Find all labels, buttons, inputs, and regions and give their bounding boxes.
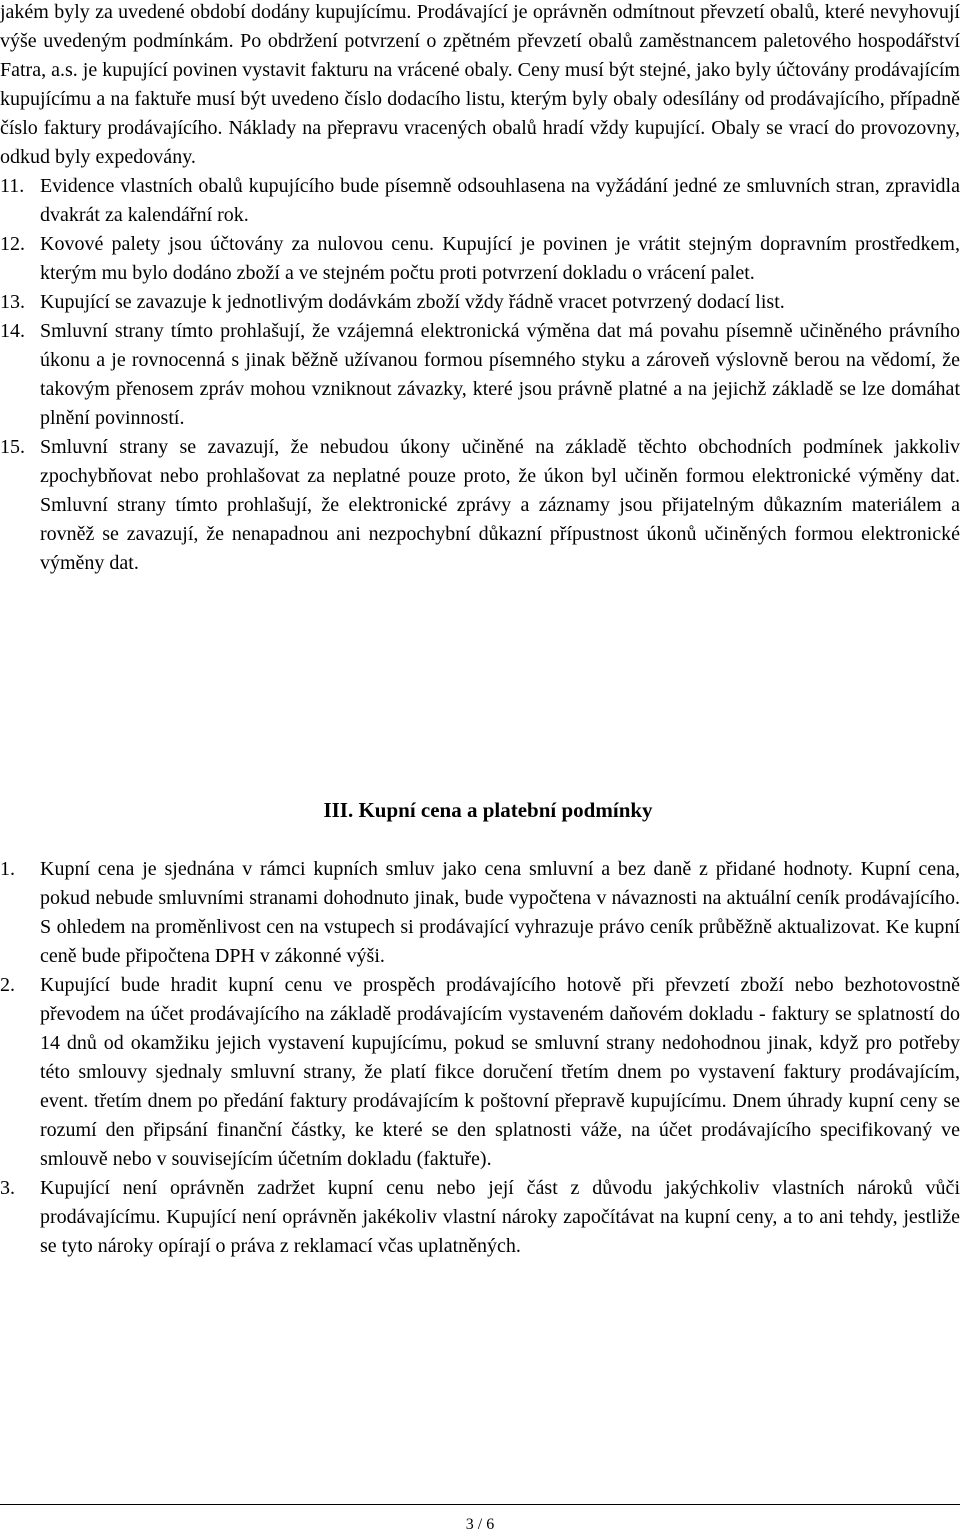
- clause-number: 2.: [0, 974, 15, 996]
- clause-12: [0, 230, 960, 288]
- upper-text-block: [0, 0, 960, 578]
- price-clause-3: [0, 1174, 960, 1261]
- clause-text: Smluvní strany tímto prohlašují, že vzájemná elektronická výměna dat má povahu písemně učiněného právního úkonu a je rovnocenná s jinak běžně užívanou formou písemného styku a zároveň výslovně berou na vědomí, že takovým přenosem zpráv mohou vzniknout závazky, které jsou právně platné a na jejichž základě se lze domáhat plnění povinností.: [40, 320, 960, 429]
- clause-text: Kupující bude hradit kupní cenu ve prospěch prodávajícího hotově při převzetí zboží nebo bezhotovostně převodem na účet prodávajícího na základě prodávajícím vystaveném daňovém dokladu - faktury se splatností do 14 dnů od okamžiku jejich vystavení kupujícímu, pokud se smluvní strany nedohodnou jinak, když pro potřeby této smlouvy sjednaly smluvní strany, že platí fikce doručení třetím dnem po vystavení faktury prodávajícím, event. třetím dnem po předání faktury prodávajícím k poštovní přepravě kupujícímu. Dnem úhrady kupní ceny se rozumí den připsání finanční částky, ke které se den splatnosti váže, na účet prodávajícího specifikovaný ve smlouvě nebo v souvisejícím účetním dokladu (faktuře).: [40, 974, 960, 1170]
- clause-15: [0, 433, 960, 578]
- clause-text: Evidence vlastních obalů kupujícího bude písemně odsouhlasena na vyžádání jedné ze smluvních stran, zpravidla dvakrát za kalendářní rok.: [40, 175, 960, 226]
- continuation-paragraph: jakém byly za uvedené období dodány kupujícímu. Prodávající je oprávněn odmítnout převzetí obalů, které nevyhovují výše uvedeným podmínkám. Po obdržení potvrzení o zpětném převzetí obalů zaměstnancem paletového hospodářství Fatra, a.s. je kupující povinen vystavit fakturu na vrácené obaly. Ceny musí být stejné, jako byly účtovány prodávajícím kupujícímu a na faktuře musí být uvedeno číslo dodacího listu, kterým byly obaly odesílány od prodávajícího, případně číslo faktury prodávajícího. Náklady na přepravu vracených obalů hradí vždy kupující. Obaly se vrací do provozovny, odkud byly expedovány.: [0, 1, 960, 168]
- clause-number: 14.: [0, 320, 25, 342]
- clause-11: [0, 172, 960, 230]
- clause-text: Kupní cena je sjednána v rámci kupních smluv jako cena smluvní a bez daně z přidané hodnoty. Kupní cena, pokud nebude smluvními stranami dohodnuto jinak, bude vypočtena v návaznosti na aktuální ceník prodávajícího. S ohledem na proměnlivost cen na vstupech si prodávající vyhrazuje právo ceník průběžně aktualizovat. Ke kupní ceně bude připočtena DPH v zákonné výši.: [40, 858, 960, 967]
- clause-text: Kupující se zavazuje k jednotlivým dodávkám zboží vždy řádně vracet potvrzený dodací list.: [40, 291, 785, 313]
- clause-number: 1.: [0, 858, 15, 880]
- price-clause-2: [0, 971, 960, 1174]
- clause-number: 11.: [0, 175, 25, 197]
- clause-number: 12.: [0, 233, 25, 255]
- lower-text-block: [0, 855, 960, 1261]
- clause-text: Smluvní strany se zavazují, že nebudou úkony učiněné na základě těchto obchodních podmínek jakkoliv zpochybňovat nebo prohlašovat za neplatné pouze proto, že úkon byl učiněn formou elektronické výměny dat. Smluvní strany tímto prohlašují, že elektronické zprávy a záznamy jsou přijatelným důkazním materiálem a rovněž se zavazují, že nenapadnou ani nezpochybní důkazní přípustnost úkonů učiněných formou elektronické výměny dat.: [40, 436, 960, 574]
- clause-number: 13.: [0, 291, 25, 313]
- price-clause-1: [0, 855, 960, 971]
- page-footer: [0, 1516, 960, 1534]
- clause-text: Kupující není oprávněn zadržet kupní cenu nebo její část z důvodu jakýchkoliv vlastních nároků vůči prodávajícímu. Kupující není oprávněn jakékoliv vlastní nároky započítávat na kupní ceny, a to ani tehdy, jestliže se tyto nároky opírají o práva z reklamací včas uplatněných.: [40, 1177, 960, 1257]
- clause-number: 15.: [0, 436, 25, 458]
- clause-text: Kovové palety jsou účtovány za nulovou cenu. Kupující je povinen je vrátit stejným dopravním prostředkem, kterým mu bylo dodáno zboží a ve stejném počtu proti potvrzení dokladu o vrácení palet.: [40, 233, 960, 284]
- footer-divider: [0, 1504, 960, 1505]
- section-heading: III. Kupní cena a platební podmínky: [323, 798, 653, 822]
- clause-number: 3.: [0, 1177, 15, 1199]
- page-number: 3 / 6: [465, 1516, 495, 1533]
- clause-13: [0, 288, 960, 317]
- clause-14: [0, 317, 960, 433]
